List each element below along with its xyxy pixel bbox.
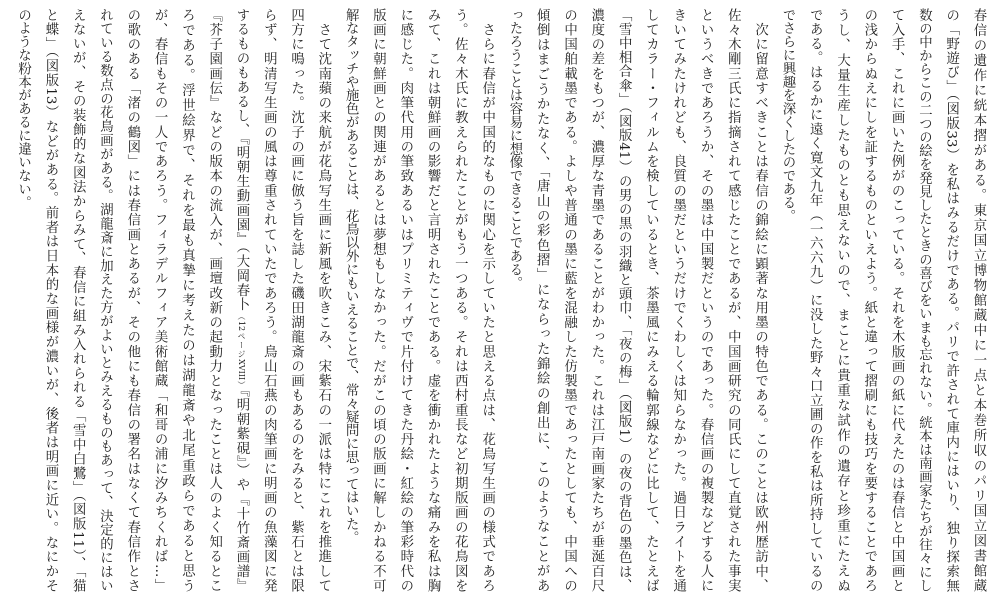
text-column: みて、これは朝鮮画の影響だと言明されたことである。虚を衝かれたような痛みを私は胸	[425, 8, 441, 592]
text-column: の歌のある「渚の鶴図」には春信画とあるが、その他にも春信の署名はなくて春信作とさ	[124, 8, 140, 592]
text-column: の浅からぬえにしを証するものといえよう。紙と違って摺刷にも技巧を要することであろ	[861, 8, 877, 592]
text-column: 『芥子園画伝』などの版本の流入が、画壇改新の起動力となったことは人のよく知るとこ	[206, 8, 222, 592]
text-column: 傾倒はまごうかたなく、「唐山の彩色摺」にならった錦絵の創出に、このようなことがあ	[534, 8, 550, 592]
text-column: ろである。浮世絵界で、それを最も真摯に考えたのは湖龍斎や北尾重政らであると思う	[179, 8, 195, 592]
text-column: れている数点の花鳥画がある。湖龍斎に加えた方がよいとみえるものもあって、決定的にはい	[97, 8, 113, 592]
text-column: て入手、これに画いた例がのこっている。それを木版画の紙に代えたのは春信と中国画と	[889, 8, 905, 592]
text-column: 解なタッチや施色があることは、花鳥以外にもいえることで、常々疑問に思ってはいた。	[343, 8, 359, 544]
text-column: の「野遊び」（図版33）を私はみるだけである。パリで許されて庫内にはいり、独り探索無	[943, 8, 959, 592]
text-column	[228, 8, 255, 592]
text-column: うし、大量生産したものとも思えないので、まことに貴重な試作の遺存と珍重にたえぬ	[834, 8, 850, 592]
text-column: 春信の遺作に絖本摺がある。東京国立博物館蔵中に一点と本巻所収のパリ国立図書館蔵	[971, 8, 986, 592]
text-column: 佐々木剛三氏に指摘されて感じたことであるが、中国画研究の同氏にして直覚された事実	[725, 8, 741, 592]
text-column: の中国舶載墨である。よしや普通の墨に藍を混融した仿製墨であったとしても、中国への	[561, 8, 577, 592]
text-column: のような粉本があるに違いない。	[15, 8, 31, 209]
text-column: 次に留意すべきことは春信の錦絵に顕著な用墨の特色である。このことは欧州歴訪中、	[752, 8, 768, 592]
inline-note: （12ページXVIII）	[236, 311, 246, 391]
text-column: 版画に朝鮮画との関連があるとは夢想もしなかった。だがこの頃の版画に解しかねる不可	[370, 8, 386, 592]
column-text: 『明朝紫硯』）や『十竹斎画譜』	[233, 390, 249, 592]
text-column: 「雪中相合傘」（図版41）の男の黒の羽織と頭巾、「夜の梅」（図版1）の夜の背色の墨色は、	[616, 8, 632, 592]
text-column: が、春信もその一人であろう。フィラデルフィア美術館蔵「和哥の浦に汐みちくれば…」	[152, 8, 168, 592]
text-column: である。はるかに遠く寛文九年（一六六九）に没した野々口立圃の作を私は所持しているの	[807, 8, 823, 592]
text-column: 濃度の差をもつが、濃厚な青墨であることがわかった。これは江戸南画家たちが垂涎百尺	[588, 8, 604, 592]
text-column: してカラー・フィルムを検しているとき、茶墨風にみえる輪郭線などに比して、たとえば	[643, 8, 659, 592]
text-column: えないが、その装飾的な図法からみて、春信に組み入れられる「雪中白鷺」（図版11）、「猫	[70, 8, 86, 592]
text-column: きいてみたけれども、良質の墨だというだけでくわしくは知らなかった。過日ライトを通	[670, 8, 686, 592]
text-column: う。佐々木氏に教えられたことがもう一つある。それは西村重長など初期版画の花鳥図を	[452, 8, 468, 592]
text-column: というべきであろうか、その墨は中国製だというのであった。春信画の複製などする人に	[698, 8, 714, 592]
text-column: と蝶」（図版13）などがある。前者は日本的な画様が濃いが、後者は明画に近い。なにかそ	[42, 8, 58, 592]
text-column: らず、明清写生画の風は尊重されていたであろう。鳥山石燕の肉筆画に明画の魚藻図に発	[261, 8, 277, 592]
text-column: 数の中からこの二つの絵を発見したときの喜びをいまも忘れない。絖本は南画家たちが往々にし	[916, 8, 932, 592]
text-column: ったろうことは容易に想像できることである。	[506, 8, 522, 290]
text-column: さらに春信が中国的なものに関心を示していたと思える点は、花鳥写生画の様式であろ	[479, 8, 495, 592]
text-column: でさらに興趣を深くしたのである。	[779, 8, 795, 223]
text-column: 四方に鳴った。沈子の画に倣う旨を誌した磯田湖龍斎の画もあるのをみると、紫石とは限	[288, 8, 304, 592]
vertical-body-text	[9, 8, 992, 592]
text-column: さて沈南蘋の来航が花鳥写生画に新風を吹きこみ、宋紫石の一派は特にこれを推進して	[315, 8, 331, 592]
text-column: に感じた。肉筆代用の筆致あるいはプリミティヴで片付けてきた丹絵・紅絵の筆彩時代の	[397, 8, 413, 592]
column-text: するものもあるし、『明朝生動画園』（大岡春卜	[233, 8, 249, 312]
